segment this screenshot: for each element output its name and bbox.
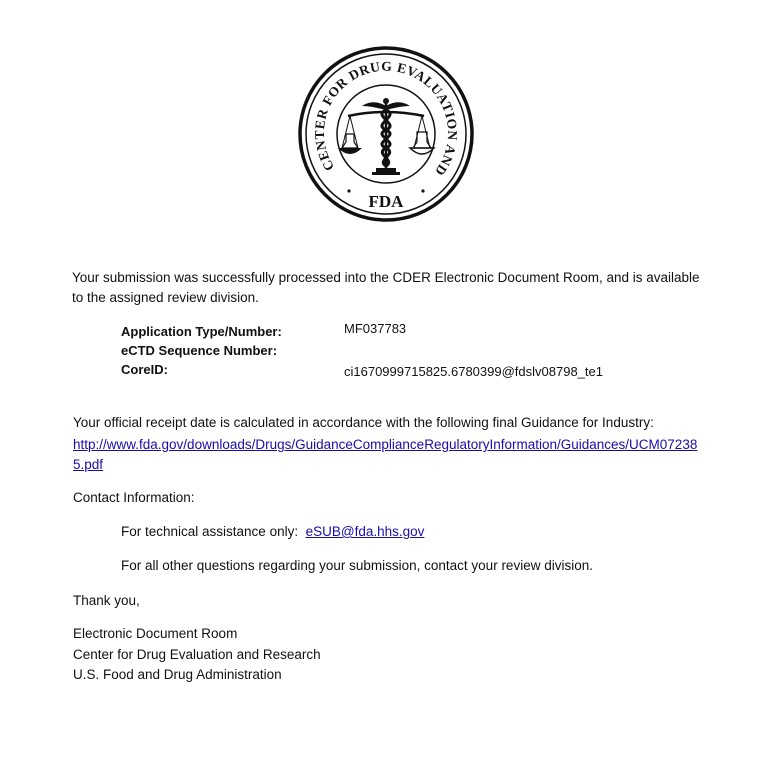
thank-you-text: Thank you, bbox=[73, 593, 140, 608]
signature-block bbox=[73, 624, 321, 686]
technical-assistance-text: For technical assistance only: bbox=[121, 524, 299, 539]
coreid-value: ci1670999715825.6780399@fdslv08798_te1 bbox=[344, 364, 603, 379]
intro-line-1: Your submission was successfully processed into the CDER Electronic Document Room, and is available bbox=[72, 270, 700, 285]
technical-assistance-line bbox=[121, 522, 424, 542]
contact-heading: Contact Information: bbox=[73, 490, 195, 505]
receipt-paragraph bbox=[73, 413, 713, 475]
intro-paragraph bbox=[72, 268, 712, 308]
ectd-sequence-label: eCTD Sequence Number: bbox=[121, 343, 278, 358]
guidance-link[interactable]: http://www.fda.gov/downloads/Drugs/GuidanceComplianceRegulatoryInformation/Guidances/UCM072385.pdf bbox=[73, 437, 698, 472]
svg-text:FDA: FDA bbox=[368, 192, 404, 211]
coreid-label: CoreID: bbox=[121, 362, 168, 377]
coreid-row bbox=[121, 360, 641, 379]
application-type-value: MF037783 bbox=[344, 321, 407, 336]
cder-fda-seal-logo bbox=[296, 44, 476, 224]
signature-line-2: Center for Drug Evaluation and Research bbox=[73, 646, 321, 662]
application-type-label: Application Type/Number: bbox=[121, 324, 282, 339]
svg-text:CENTER FOR DRUG EVALUATION AND: CENTER FOR DRUG EVALUATION AND bbox=[311, 58, 461, 179]
signature-line-3: U.S. Food and Drug Administration bbox=[73, 667, 282, 682]
application-row bbox=[121, 322, 641, 341]
intro-line-2: to the assigned review division. bbox=[72, 290, 259, 305]
receipt-text: Your official receipt date is calculated in accordance with the following final Guidance for Industry: bbox=[73, 415, 654, 430]
support-email-link[interactable]: eSUB@fda.hhs.gov bbox=[305, 524, 425, 539]
submission-details bbox=[121, 322, 641, 379]
other-questions-text: For all other questions regarding your submission, contact your review division. bbox=[121, 558, 593, 573]
signature-line-1: Electronic Document Room bbox=[73, 626, 238, 641]
ectd-row bbox=[121, 341, 641, 360]
